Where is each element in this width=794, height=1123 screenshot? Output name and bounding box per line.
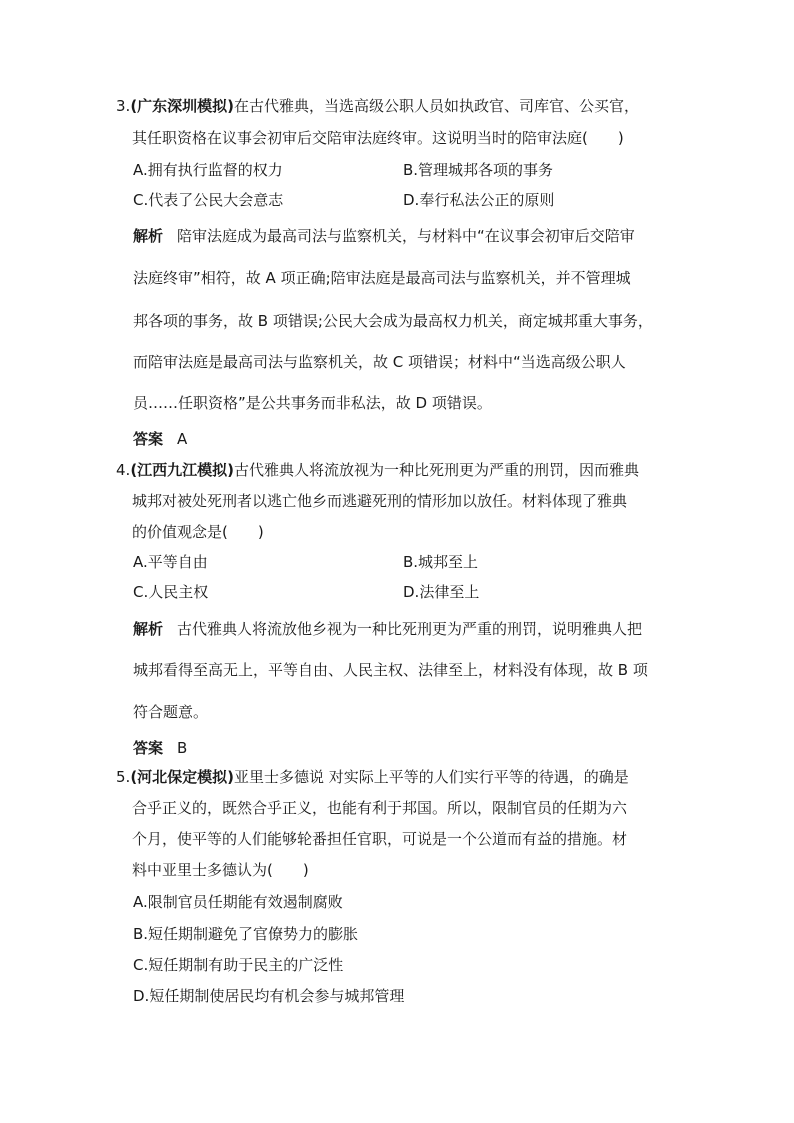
q3-analysis-line-2: 法庭终审”相符，故 A 项正确;陪审法庭是最高司法与监察机关，并不管理城	[133, 269, 631, 287]
q4-stem-line-1	[116, 460, 639, 480]
q4-analysis-line-2: 城邦看得至高无上，平等自由、人民主权、法律至上，材料没有体现，故 B 项	[133, 661, 648, 679]
q5-stem-line-2: 合乎正义的，既然合乎正义，也能有利于邦国。所以，限制官员的任期为六	[132, 799, 628, 817]
q5-number: 5.	[116, 768, 131, 786]
q3-option-b: B.管理城邦各项的事务	[403, 161, 554, 179]
q3-option-c: C.代表了公民大会意志	[133, 191, 284, 209]
q4-analysis-label: 解析	[133, 620, 164, 638]
q4-answer-value: B	[177, 739, 188, 757]
q4-answer-label: 答案	[133, 739, 164, 757]
q4-option-c: C.人民主权	[133, 583, 209, 601]
q4-option-b: B.城邦至上	[403, 553, 479, 571]
q3-analysis-line-4: 而陪审法庭是最高司法与监察机关，故 C 项错误；材料中“当选高级公职人	[133, 353, 626, 371]
q3-stem-line-2: 其任职资格在议事会初审后交陪审法庭终审。这说明当时的陪审法庭( )	[132, 129, 624, 147]
q3-answer-label: 答案	[133, 430, 164, 448]
q4-answer-line	[133, 738, 187, 758]
q4-stem-text-1: 古代雅典人将流放视为一种比死刑更为严重的刑罚，因而雅典	[234, 461, 640, 479]
q3-stem-line-1	[116, 96, 639, 116]
q3-analysis-label: 解析	[133, 227, 164, 245]
q5-option-d: D.短任期制使居民均有机会参与城邦管理	[133, 987, 405, 1005]
q3-answer-value: A	[177, 430, 188, 448]
q4-option-d: D.法律至上	[403, 583, 480, 601]
q3-analysis-line-3: 邦各项的事务，故 B 项错误;公民大会成为最高权力机关，商定城邦重大事务，	[133, 312, 653, 330]
q4-stem-line-3: 的价值观念是( )	[132, 523, 264, 541]
q3-analysis-text-1: 陪审法庭成为最高司法与监察机关，与材料中“在议事会初审后交陪审	[177, 227, 635, 245]
q5-option-b: B.短任期制避免了官僚势力的膨胀	[133, 925, 359, 943]
q3-stem-text-1: 在古代雅典，当选高级公职人员如执政官、司库官、公买官，	[234, 97, 640, 115]
q3-analysis-line-5: 员……任职资格”是公共事务而非私法，故 D 项错误。	[133, 394, 492, 412]
q5-source: (河北保定模拟)	[130, 768, 235, 786]
q3-analysis-line-1	[133, 226, 635, 246]
q4-number: 4.	[116, 461, 131, 479]
q5-stem-text-1: 亚里士多德说 对实际上平等的人们实行平等的待遇，的确是	[234, 768, 629, 786]
q3-source: (广东深圳模拟)	[130, 97, 235, 115]
q3-answer-line	[133, 429, 187, 449]
q4-source: (江西九江模拟)	[130, 461, 235, 479]
q4-stem-line-2: 城邦对被处死刑者以逃亡他乡而逃避死刑的情形加以放任。材料体现了雅典	[132, 492, 628, 510]
q4-option-a: A.平等自由	[133, 553, 208, 571]
q5-stem-line-4: 料中亚里士多德认为( )	[132, 861, 309, 879]
q5-stem-line-1	[116, 767, 629, 787]
q3-number: 3.	[116, 97, 131, 115]
q3-option-d: D.奉行私法公正的原则	[403, 191, 555, 209]
q5-stem-line-3: 个月，使平等的人们能够轮番担任官职，可说是一个公道而有益的措施。材	[132, 830, 628, 848]
q3-option-a: A.拥有执行监督的权力	[133, 161, 283, 179]
q5-option-c: C.短任期制有助于民主的广泛性	[133, 956, 344, 974]
q4-analysis-line-1	[133, 619, 642, 639]
q4-analysis-line-3: 符合题意。	[133, 703, 209, 721]
q4-analysis-text-1: 古代雅典人将流放他乡视为一种比死刑更为严重的刑罚，说明雅典人把	[177, 620, 643, 638]
q5-option-a: A.限制官员任期能有效遏制腐败	[133, 893, 343, 911]
